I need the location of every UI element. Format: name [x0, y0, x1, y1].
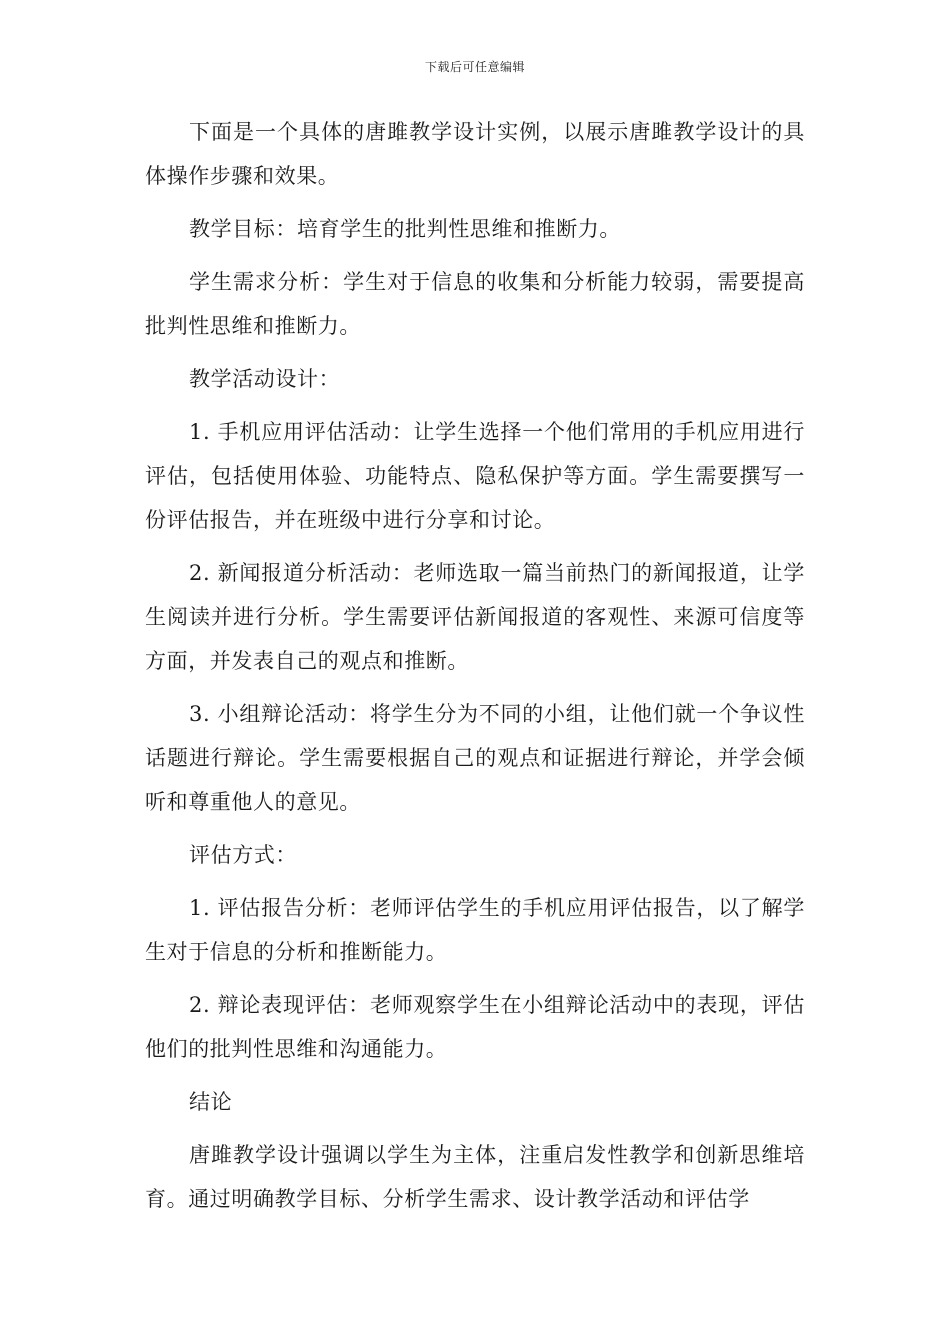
- document-body: [145, 110, 805, 1230]
- paragraph-activity-2: 2. 新闻报道分析活动：老师选取一篇当前热门的新闻报道，让学生阅读并进行分析。学生需要评估新闻报道的客观性、来源可信度等方面，并发表自己的观点和推断。: [145, 561, 805, 673]
- paragraph-needs-analysis: 学生需求分析：学生对于信息的收集和分析能力较弱，需要提高批判性思维和推断力。: [145, 270, 805, 338]
- paragraph-conclusion: 唐雎教学设计强调以学生为主体，注重启发性教学和创新思维培育。通过明确教学目标、分析学生需求、设计教学活动和评估学: [145, 1143, 805, 1211]
- paragraph-assessment-2: 2. 辩论表现评估：老师观察学生在小组辩论活动中的表现，评估他们的批判性思维和沟通能力。: [145, 993, 805, 1061]
- paragraph-activity-1: 1. 手机应用评估活动：让学生选择一个他们常用的手机应用进行评估，包括使用体验、功能特点、隐私保护等方面。学生需要撰写一份评估报告，并在班级中进行分享和讨论。: [145, 420, 805, 532]
- paragraph-activity-heading: 教学活动设计：: [189, 367, 341, 391]
- paragraph-conclusion-heading: 结论: [189, 1090, 233, 1114]
- paragraph-intro: 下面是一个具体的唐雎教学设计实例，以展示唐雎教学设计的具体操作步骤和效果。: [145, 120, 805, 188]
- paragraph-assessment-1: 1. 评估报告分析：老师评估学生的手机应用评估报告，以了解学生对于信息的分析和推断能力。: [145, 896, 805, 964]
- paragraph-teaching-goal: 教学目标：培育学生的批判性思维和推断力。: [189, 217, 621, 241]
- paragraph-activity-3: 3. 小组辩论活动：将学生分为不同的小组，让他们就一个争议性话题进行辩论。学生需要根据自己的观点和证据进行辩论，并学会倾听和尊重他人的意见。: [145, 702, 805, 814]
- paragraph-assessment-heading: 评估方式：: [189, 843, 297, 867]
- header-note: 下载后可任意编辑: [424, 60, 525, 74]
